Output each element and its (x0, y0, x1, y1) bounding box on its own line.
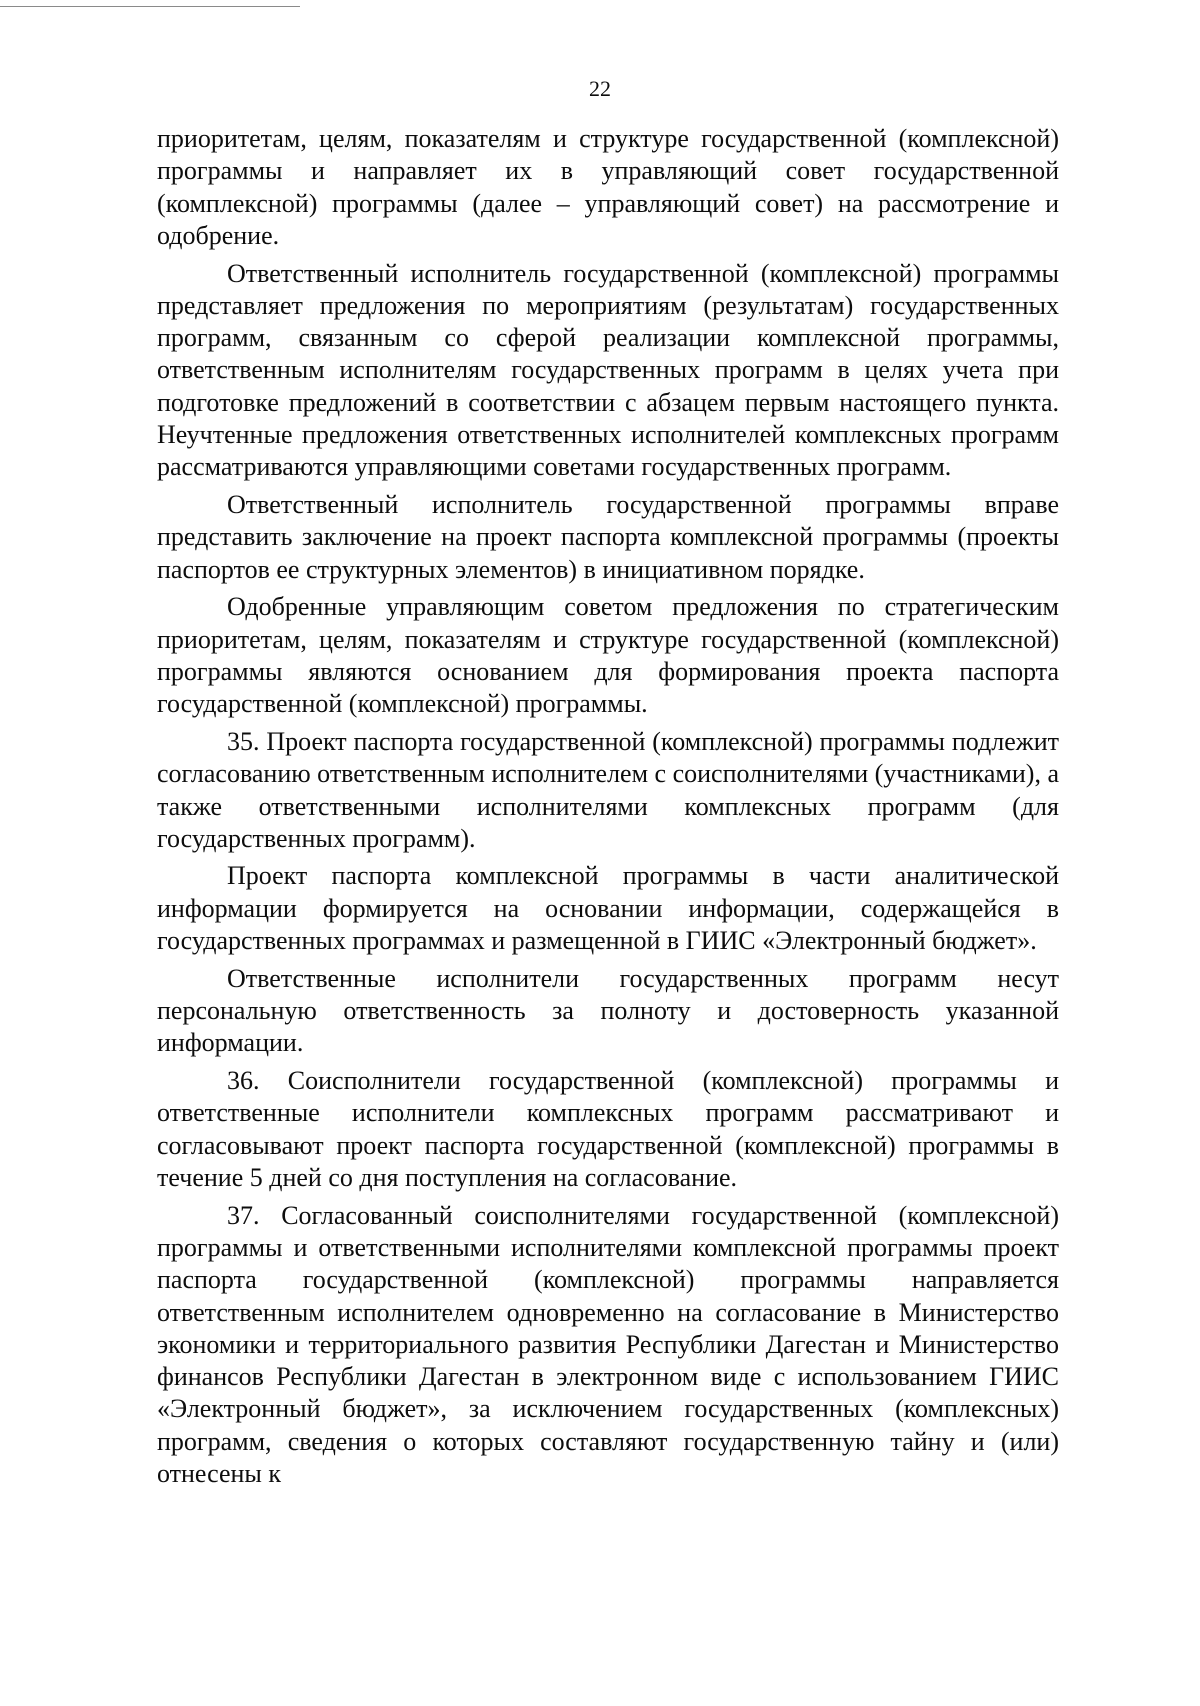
paragraph-continued: приоритетам, целям, показателям и структуре государственной (комплексной) программы и направляет их в управляющий совет государственной (комплексной) программы (далее – управляющий совет) на рассмотрение и одобрение. (157, 124, 1059, 250)
page-number: 22 (589, 76, 611, 101)
paragraph-item-36: 36. Соисполнители государственной (комплексной) программы и ответственные исполнители комплексных программ рассматривают и согласовывают проект паспорта государственной (комплексной) программы в течение 5 дней со дня поступления на согласование. (157, 1066, 1059, 1192)
paragraph-item-35: 35. Проект паспорта государственной (комплексной) программы подлежит согласованию ответственным исполнителем с соисполнителями (участниками), а также ответственными исполнителями комплексных программ (для государственных программ). (157, 726, 1060, 853)
paragraph: Ответственный исполнитель государственной (комплексной) программы представляет предложения по мероприятиям (результатам) государственных программ, связанным со сферой реализации комплексной программы, ответственным исполнителям государственных программ в целях учета при подготовке предложений в соответствии с абзацем первым настоящего пункта. Неучтенные предложения ответственных исполнителей комплексных программ рассматриваются управляющими советами государственных программ. (157, 258, 1059, 482)
paragraph: Ответственные исполнители государственных программ несут персональную ответственность за полноту и достоверность указанной информации. (157, 963, 1059, 1058)
paragraph: Одобренные управляющим советом предложения по стратегическим приоритетам, целям, показателям и структуре государственной (комплексной) программы являются основанием для формирования проекта паспорта государственной (комплексной) программы. (157, 592, 1059, 719)
paragraph-item-37: 37. Согласованный соисполнителями государственной (комплексной) программы и ответственными исполнителями комплексной программы проект паспорта государственной (комплексной) программы направляется ответственным исполнителем одновременно на согласование в Министерство экономики и территориального развития Республики Дагестан и Министерство финансов Республики Дагестан в электронном виде с использованием ГИИС «Электронный бюджет», за исключением государственных (комплексных) программ, сведения о которых составляют государственную тайну и (или) отнесены к (157, 1200, 1059, 1488)
paragraph: Ответственный исполнитель государственной программы вправе представить заключение на проект паспорта комплексной программы (проекты паспортов ее структурных элементов) в инициативном порядке. (157, 490, 1059, 584)
paragraph: Проект паспорта комплексной программы в части аналитической информации формируется на основании информации, содержащейся в государственных программах и размещенной в ГИИС «Электронный бюджет». (157, 861, 1059, 956)
scan-edge-line (0, 6, 300, 7)
document-body (157, 123, 1059, 1490)
